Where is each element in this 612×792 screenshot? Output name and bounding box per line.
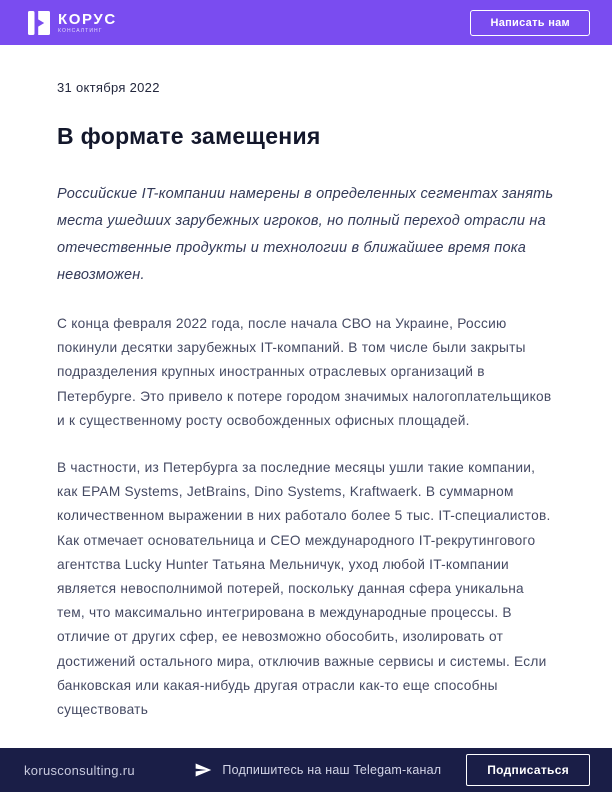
article-lead-paragraph: Российские IT-компании намерены в определенных сегментах занять места ушедших зарубежных игроков, но полный переход отрасли на отечественные продукты и технологии в ближайшее время пока невозможен. xyxy=(57,186,554,283)
telegram-promo xyxy=(194,761,441,779)
footer-site-link[interactable]: korusconsulting.ru xyxy=(24,762,135,778)
site-footer xyxy=(0,748,612,792)
subscribe-button[interactable]: Подписаться xyxy=(466,754,590,786)
article-paragraph: С конца февраля 2022 года, после начала СВО на Украине, Россию покинули десятки зарубежных IT-компаний. В том числе были закрыты подразделения крупных иностранных отраслевых организаций в Петербурге. Это привело к потере городом значимых налогоплательщиков и к существенному росту освобожденных офисных площадей. xyxy=(57,316,552,428)
korus-logo-mark-icon xyxy=(28,11,50,35)
site-header xyxy=(0,0,612,45)
korus-logo[interactable] xyxy=(28,11,117,35)
article-date: 31 октября 2022 xyxy=(57,80,160,95)
paper-plane-icon xyxy=(194,761,212,779)
article-content xyxy=(0,45,612,722)
logo-title: КОРУС xyxy=(58,10,117,28)
article-title: В формате замещения xyxy=(57,123,321,149)
article-paragraph: В частности, из Петербурга за последние месяцы ушли такие компании, как EPAM Systems, JetBrains, Dino Systems, Kraftwaerk. В суммарном количественном выражении в них работало более 5 тыс. IT-специалистов. Как отмечает основательница и CEO международного IT-рекрутингового агентства Lucky Hunter Татьяна Мельничук, уход любой IT-компании является невосполнимой потерей, поскольку данная сфера уникальна тем, что максимально интегрирована в международные процессы. В отличие от других сфер, ее невозможно обособить, изолировать от достижений остального мира, отключив важные сервисы и системы. Если банковская или какая-нибудь другая отрасли как-то еще способны существовать xyxy=(57,460,551,718)
contact-us-button[interactable]: Написать нам xyxy=(470,10,590,36)
telegram-promo-text: Подпишитесь на наш Telegam-канал xyxy=(222,763,442,777)
logo-subtitle: КОНСАЛТИНГ xyxy=(58,27,103,34)
